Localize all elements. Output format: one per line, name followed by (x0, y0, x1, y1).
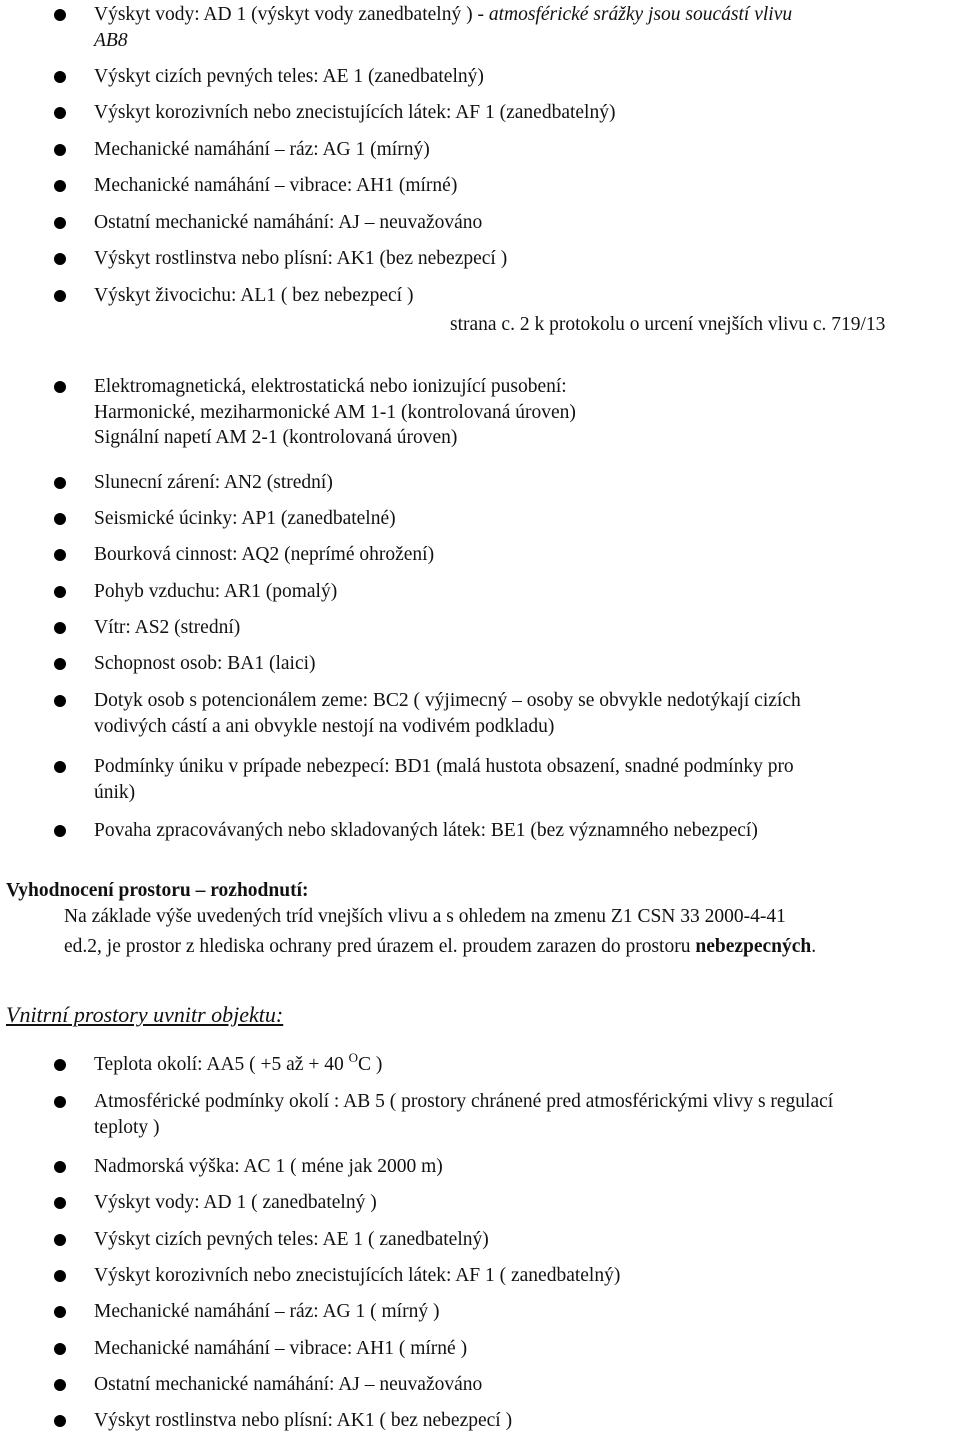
section-heading: Vyhodnocení prostoru – rozhodnutí: (6, 880, 309, 901)
item-text: Schopnost osob: BA1 (laici) (94, 653, 316, 674)
item-text: Výskyt korozivních nebo znecistujících látek: AF 1 ( zanedbatelný) (94, 1265, 621, 1286)
bullet-icon (54, 1306, 66, 1318)
bullet-icon (54, 144, 66, 156)
item-text: Výskyt cizích pevných teles: AE 1 ( zanedbatelný) (94, 1229, 489, 1250)
bullet-icon (54, 71, 66, 83)
bullet-icon (54, 586, 66, 598)
item-continuation: teploty ) (94, 1116, 160, 1138)
item-text: Vítr: AS2 (strední) (94, 617, 241, 638)
item-text: Ostatní mechanické namáhání: AJ – neuvažováno (94, 212, 483, 233)
item-text: Dotyk osob s potencionálem zeme: BC2 ( výjimecný – osoby se obvykle nedotýkají cizích (94, 690, 801, 711)
section-heading: Vnitrní prostory uvnitr objektu: (6, 1002, 284, 1027)
bullet-icon (54, 658, 66, 670)
item-text: Mechanické namáhání – ráz: AG 1 ( mírný ) (94, 1301, 440, 1322)
bullet-icon (54, 477, 66, 489)
degree-superscript: O (348, 1050, 358, 1065)
item-text: Ostatní mechanické namáhání: AJ – neuvažováno (94, 1374, 483, 1395)
item-subline: Harmonické, meziharmonické AM 1-1 (kontrolovaná úroven) (94, 401, 576, 423)
bullet-icon (54, 825, 66, 837)
bullet-icon (54, 1161, 66, 1173)
bullet-icon (54, 381, 66, 393)
item-text: Mechanické namáhání – vibrace: AH1 (mírné) (94, 175, 458, 196)
bullet-icon (54, 107, 66, 119)
paragraph-suffix: . (811, 936, 817, 957)
item-text: Mechanické namáhání – ráz: AG 1 (mírný) (94, 139, 430, 160)
item-text: Slunecní zárení: AN2 (strední) (94, 472, 333, 493)
bullet-icon (54, 180, 66, 192)
bullet-icon (54, 761, 66, 773)
bullet-icon (54, 1343, 66, 1355)
emphasis-text: nebezpecných (695, 936, 812, 957)
bullet-icon (54, 9, 66, 21)
item-text: Seismické úcinky: AP1 (zanedbatelné) (94, 508, 396, 529)
item-continuation: únik) (94, 781, 136, 803)
item-text: Povaha zpracovávaných nebo skladovaných látek: BE1 (bez významného nebezpecí) (94, 820, 758, 841)
item-text: Elektromagnetická, elektrostatická nebo ionizující pusobení: (94, 376, 567, 397)
item-text: Výskyt vody: AD 1 ( zanedbatelný ) (94, 1192, 377, 1213)
bullet-icon (54, 1270, 66, 1282)
item-text: Výskyt korozivních nebo znecistujících látek: AF 1 (zanedbatelný) (94, 102, 616, 123)
item-text: Nadmorská výška: AC 1 ( méne jak 2000 m) (94, 1156, 443, 1177)
paragraph-text: ed.2, je prostor z hlediska ochrany pred úrazem el. proudem zarazen do prostoru (64, 936, 696, 957)
bullet-icon (54, 1415, 66, 1427)
bullet-icon (54, 1096, 66, 1108)
item-text: Výskyt živocichu: AL1 ( bez nebezpecí ) (94, 285, 414, 306)
item-subline: Signální napetí AM 2-1 (kontrolovaná úroven) (94, 427, 458, 449)
item-suffix: C ) (357, 1054, 383, 1075)
bullet-icon (54, 1379, 66, 1391)
item-text: Bourková cinnost: AQ2 (neprímé ohrožení) (94, 544, 435, 565)
item-text: Výskyt rostlinstva nebo plísní: AK1 ( bez nebezpecí ) (94, 1410, 513, 1431)
bullet-icon (54, 513, 66, 525)
bullet-icon (54, 695, 66, 707)
bullet-icon (54, 253, 66, 265)
bullet-icon (54, 1059, 66, 1071)
item-continuation: vodivých cástí a ani obvykle nestojí na vodivém podkladu) (94, 715, 555, 737)
bullet-icon (54, 1234, 66, 1246)
item-text: Pohyb vzduchu: AR1 (pomalý) (94, 581, 338, 602)
item-text: Mechanické namáhání – vibrace: AH1 ( mírné ) (94, 1338, 468, 1359)
bullet-icon (54, 622, 66, 634)
bullet-icon (54, 217, 66, 229)
item-text: Atmosférické podmínky okolí : AB 5 ( prostory chránené pred atmosférickými vlivy s regulací (94, 1091, 834, 1112)
item-text: Výskyt vody: AD 1 (výskyt vody zanedbatelný ) - (94, 4, 484, 25)
paragraph-line (64, 934, 816, 960)
item-text: Výskyt rostlinstva nebo plísní: AK1 (bez nebezpecí ) (94, 248, 508, 269)
item-italic-text: atmosférické srážky jsou soucástí vlivu (483, 4, 793, 25)
paragraph-line: Na základe výše uvedených tríd vnejších vlivu a s ohledem na zmenu Z1 CSN 33 2000-4-41 (64, 906, 786, 927)
bullet-icon (54, 549, 66, 561)
item-italic-continuation: AB8 (94, 29, 128, 51)
item-text: Podmínky úniku v prípade nebezpecí: BD1 (malá hustota obsazení, snadné podmínky pro (94, 756, 794, 777)
page-footer: strana c. 2 k protokolu o urcení vnejších vlivu c. 719/13 (450, 314, 886, 335)
item-text: Teplota okolí: AA5 ( +5 až + 40 (94, 1054, 349, 1075)
bullet-icon (54, 1197, 66, 1209)
item-text: Výskyt cizích pevných teles: AE 1 (zanedbatelný) (94, 66, 484, 87)
bullet-icon (54, 290, 66, 302)
